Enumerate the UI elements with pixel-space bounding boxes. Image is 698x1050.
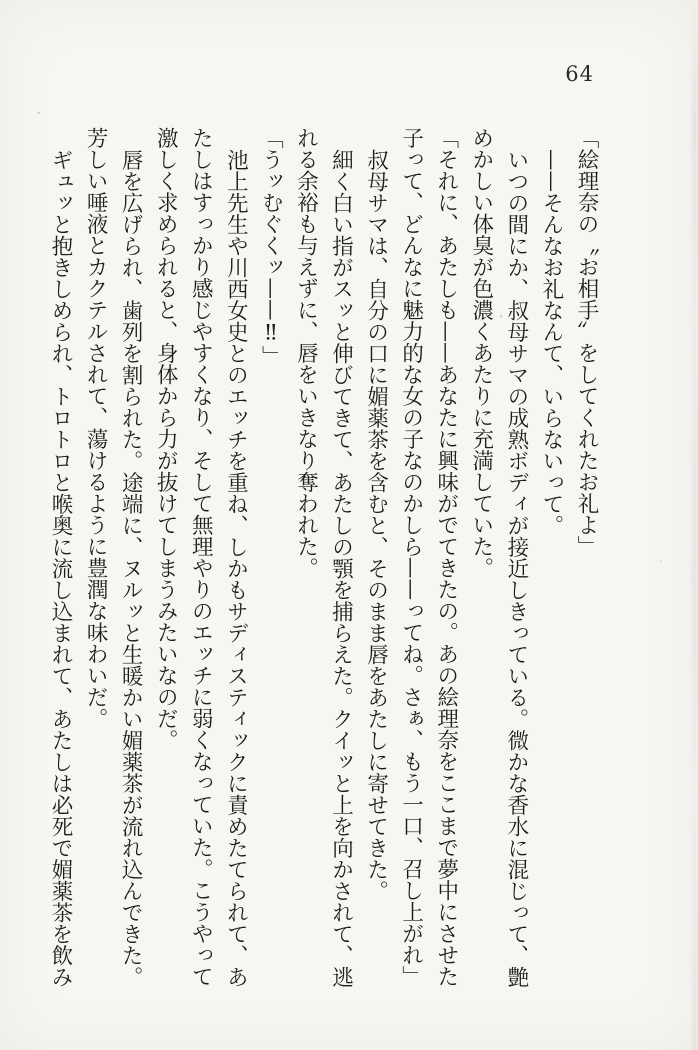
text-line: 叔母サマは、自分の口に媚薬茶を含むと、そのまま唇をあたしに寄せてきた。 <box>363 148 389 901</box>
text-line: 唇を広げられ、歯列を割られた。途端に、ヌルッと生暖かい媚薬茶が流れ込んできた。 <box>118 148 144 987</box>
text-line: 激しく求められると、身体から力が抜けてしまうみたいなのだ。 <box>153 127 179 751</box>
scan-speck <box>37 112 40 114</box>
text-line: 「それに、あたしも——あなたに興味がでてきたの。あの絵理奈をここまで夢中にさせた <box>433 127 459 987</box>
text-line: 「絵理奈の〝お相手〟をしてくれたお礼よ」 <box>573 127 599 557</box>
text-line: いつの間にか、叔母サマの成熟ボディが接近しきっている。微かな香水に混じって、艶 <box>503 148 529 987</box>
text-line: 細く白い指がスッと伸びてきて、あたしの顎を捕らえた。クイッと上を向かされて、逃 <box>328 148 354 987</box>
text-line: 池上先生や川西女史とのエッチを重ね、しかもサディスティックに責めたてられて、あ <box>223 148 249 987</box>
vertical-text-block <box>49 127 598 989</box>
text-line: ——そんなお礼なんて、いらないって。 <box>538 148 564 536</box>
scan-speck <box>660 560 662 562</box>
text-line: 「うッむぐくッ——‼」 <box>258 127 284 367</box>
text-line: たしはすっかり感じやすくなり、そして無理やりのエッチに弱くなっていた。こうやって <box>188 127 214 987</box>
scan-edge-artifact <box>692 0 697 1050</box>
text-line: 子って、どんなに魅力的な女の子なのかしら——ってね。さぁ、もう一口、召し上がれ」 <box>398 127 424 987</box>
text-line: めかしい体臭が色濃くあたりに充満していた。 <box>468 127 494 579</box>
page-number: 64 <box>565 62 594 86</box>
text-line: ギュッと抱きしめられ、トロトロと喉奥に流し込まれて、あたしは必死で媚薬茶を飲み <box>48 148 73 987</box>
text-line: 芳しい唾液とカクテルされて、蕩けるように豊潤な味わいだ。 <box>83 127 109 729</box>
text-line: れる余裕も与えずに、唇をいきなり奪われた。 <box>293 127 319 579</box>
